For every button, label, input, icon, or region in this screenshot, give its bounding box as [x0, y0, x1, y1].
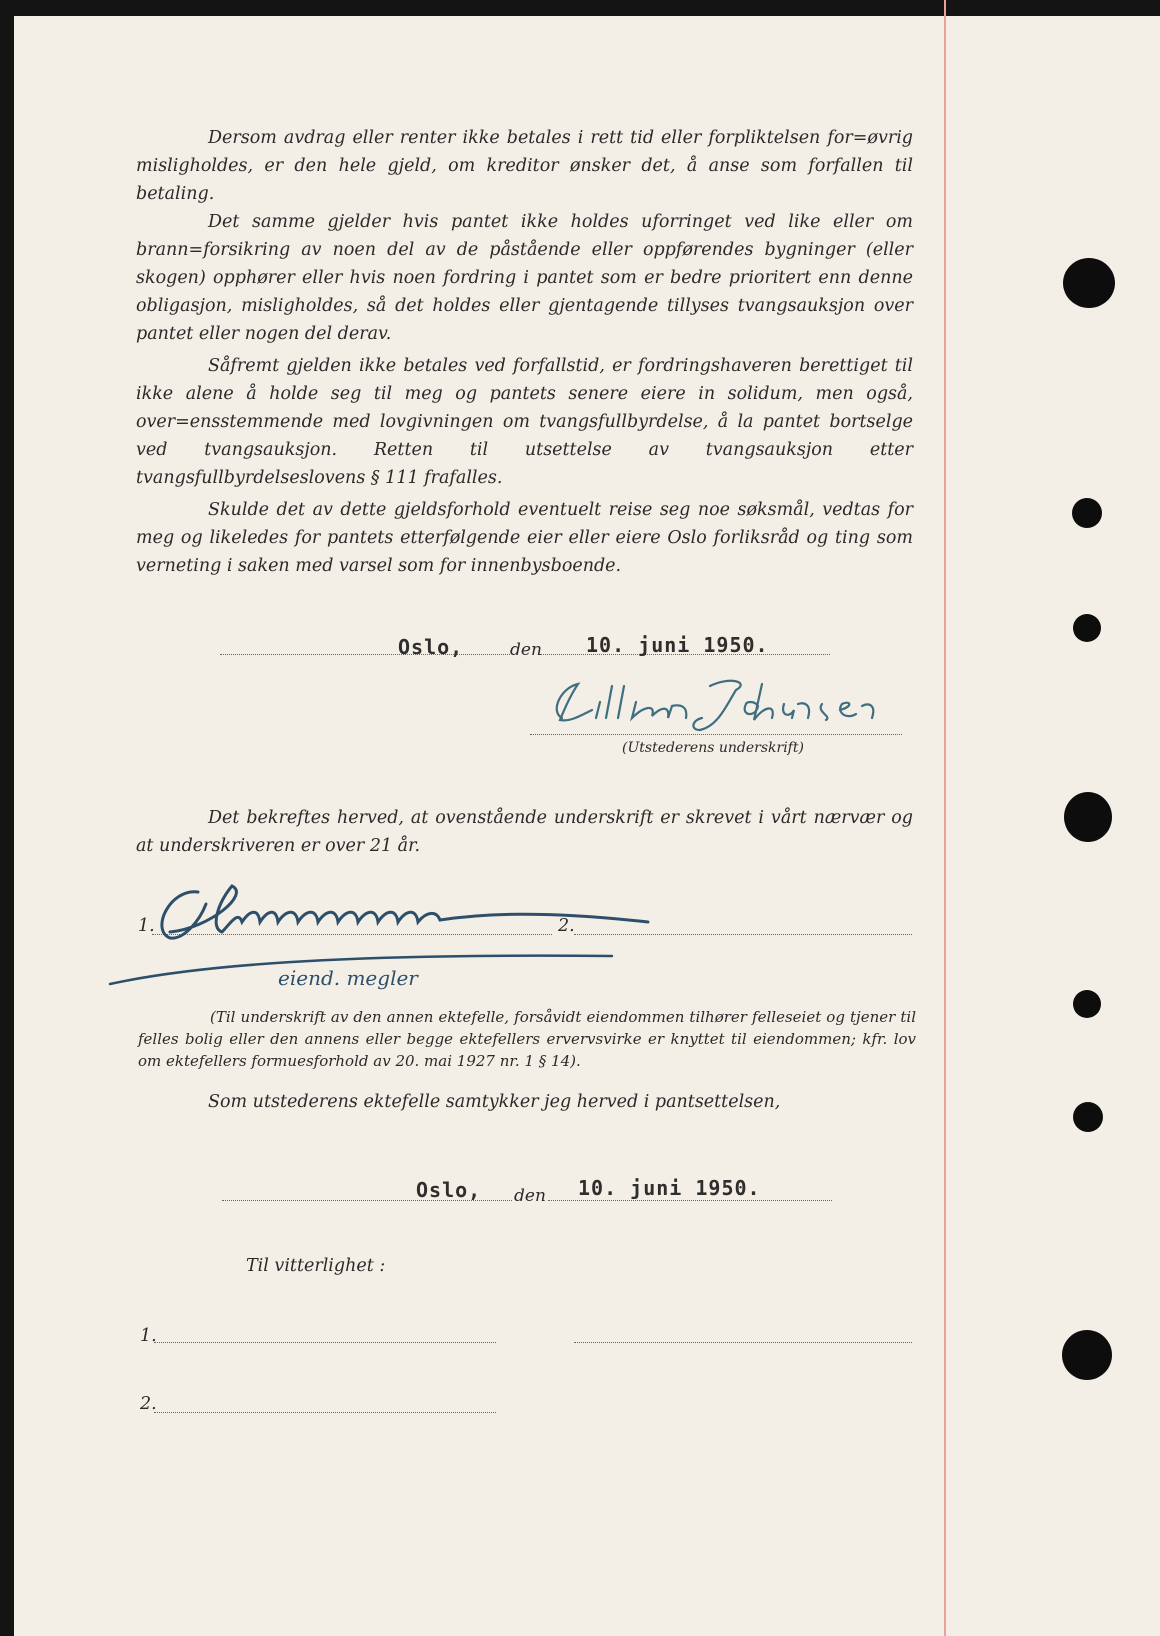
paragraph-venue: Skulde det av dette gjeldsforhold eventuelt reise seg noe søksmål, vedtas for meg og likeledes for pantets etterfølgende eier eller eiere Oslo forliksråd og ting som verneting i saken med varsel som for innenbysboende.: [136, 500, 913, 576]
witness-signature-note: eiend. megler: [278, 966, 418, 990]
issuer-signature: [540, 676, 900, 736]
spouse-note: (Til underskrift av den annen ektefelle, forsåvidt eiendommen tilhører felleseiet og tjener til felles bolig eller den annens eller begge ektefellers ervervsvirke er knyttet til eiendommen; kfr. lov om ektefellers formuesforhold av 20. mai 1927 nr. 1 § 14).: [138, 1008, 916, 1070]
place-value: Oslo,: [398, 635, 464, 659]
margin-rule: [944, 0, 946, 1636]
issuer-signature-line: [530, 734, 902, 735]
attestation-line-1a: [154, 1342, 496, 1343]
place-value-2: Oslo,: [416, 1178, 482, 1202]
witness-label-2: 2.: [558, 916, 575, 936]
punch-hole: [1062, 1330, 1112, 1380]
date-value: 10. juni 1950.: [586, 633, 769, 657]
attestation-label-1: 1.: [140, 1326, 157, 1346]
punch-hole: [1073, 990, 1101, 1018]
witness-label-1: 1.: [138, 916, 155, 936]
attestation-line-2: [154, 1412, 496, 1413]
date-line-2: [548, 1200, 832, 1201]
confirmation-text: Det bekreftes herved, at ovenstående underskrift er skrevet i vårt nærvær og at underskriveren er over 21 år.: [136, 808, 913, 856]
attestation-line-1b: [574, 1342, 912, 1343]
den-label-2: den: [514, 1186, 546, 1206]
paragraph-enforcement: Såfremt gjelden ikke betales ved forfallstid, er fordringshaveren berettiget til ikke alene å holde seg til meg og pantets senere eiere in solidum, men også, over=ensstemmende med lovgivningen om tvangsfullbyrdelse, å la pantet bortselge ved tvangsauksjon. Retten til utsettelse av tvangsauksjon etter tvangsfullbyrdelseslovens § 111 frafalles.: [136, 356, 913, 488]
attestation-label-2: 2.: [140, 1394, 157, 1414]
punch-hole: [1072, 498, 1102, 528]
den-label: den: [510, 640, 542, 660]
paragraph-default-terms: Dersom avdrag eller renter ikke betales i rett tid eller forpliktelsen for=øvrig misligholdes, er den hele gjeld, om kreditor ønsker det, å anse som forfallen til betaling.: [136, 128, 913, 204]
place-line: [220, 654, 510, 655]
punch-hole: [1073, 1102, 1103, 1132]
paragraph-collateral: Det samme gjelder hvis pantet ikke holdes uforringet ved like eller om brann=forsikring av noen del av de påstående eller oppførendes bygninger (eller skogen) opphører eller hvis noen fordring i pantet som er bedre prioritert enn denne obligasjon, misligholdes, så det holdes eller gjentagende tillyses tvangsauksjon over pantet eller nogen del derav.: [136, 212, 913, 344]
date-value-2: 10. juni 1950.: [578, 1176, 761, 1200]
issuer-caption: (Utstederens underskrift): [622, 740, 804, 756]
spouse-consent: Som utstederens ektefelle samtykker jeg herved i pantsettelsen,: [208, 1092, 781, 1112]
punch-hole: [1063, 258, 1115, 308]
punch-hole: [1073, 614, 1101, 642]
punch-hole: [1064, 792, 1112, 842]
attestation-title: Til vitterlighet :: [246, 1256, 386, 1276]
